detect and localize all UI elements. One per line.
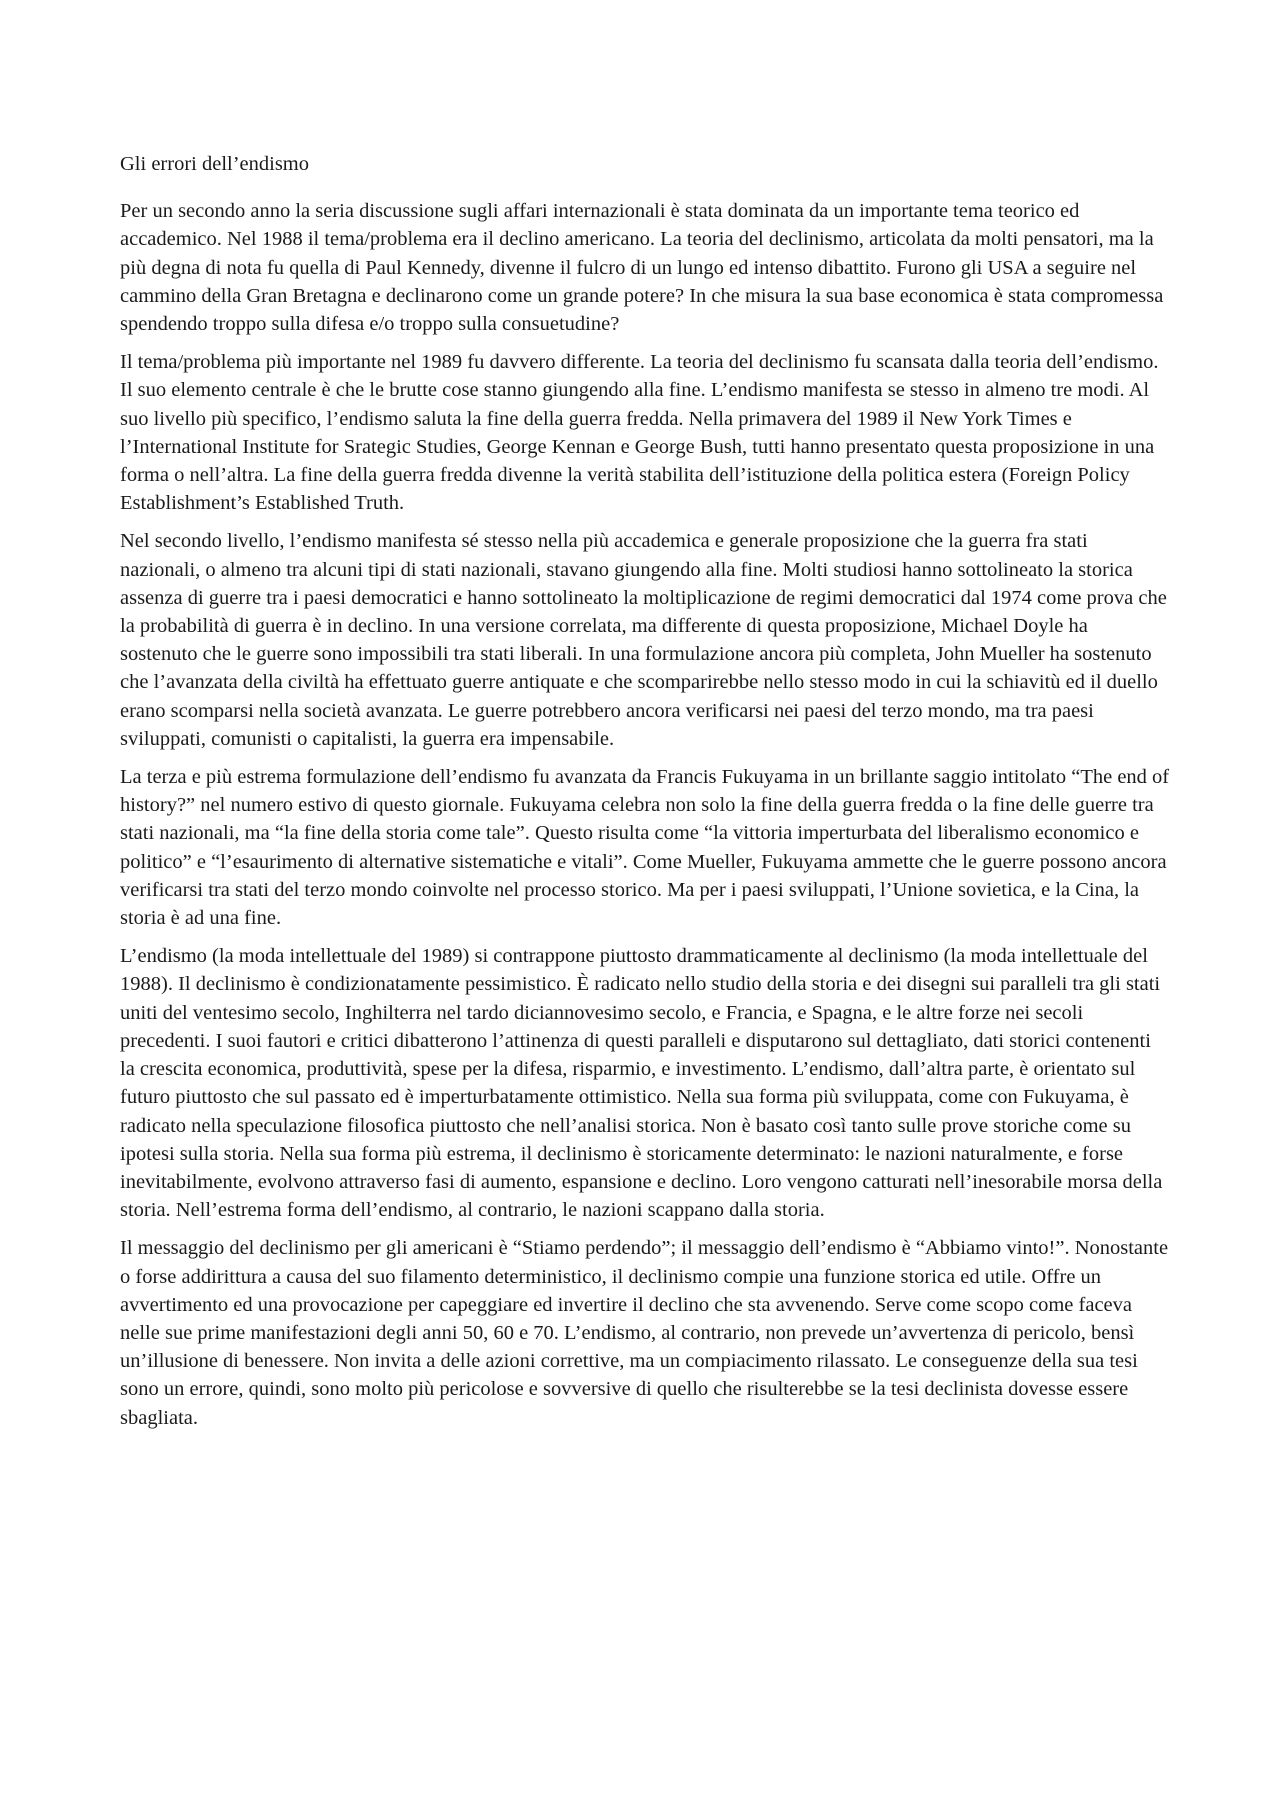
paragraph: Nel secondo livello, l’endismo manifesta sé stesso nella più accademica e generale proposizione che la guerra fra stati nazionali, o almeno tra alcuni tipi di stati nazionali, stavano giungendo alla fine. Molti studiosi hanno sottolineato la storica assenza di guerre tra i paesi democratici e hanno sottolineato la moltiplicazione de regimi democratici dal 1974 come prova che la probabilità di guerra è in declino. In una versione correlata, ma differente di questa proposizione, Michael Doyle ha sostenuto che le guerre sono impossibili tra stati liberali. In una formulazione ancora più completa, John Mueller ha sostenuto che l’avanzata della civiltà ha effettuato guerre antiquate e che scomparirebbe nello stesso modo in cui la schiavitù ed il duello erano scomparsi nella società avanzata. Le guerre potrebbero ancora verificarsi nei paesi del terzo mondo, ma tra paesi sviluppati, comunisti o capitalisti, la guerra era impensabile. (120, 530, 1167, 750)
document-page (120, 150, 1170, 1442)
paragraph: La terza e più estrema formulazione dell’endismo fu avanzata da Francis Fukuyama in un brillante saggio intitolato “The end of history?” nel numero estivo di questo giornale. Fukuyama celebra non solo la fine della guerra fredda o la fine delle guerre tra stati nazionali, ma “la fine della storia come tale”. Questo risulta come “la vittoria imperturbata del liberalismo economico e politico” e “l’esaurimento di alternative sistematiche e vitali”. Come Mueller, Fukuyama ammette che le guerre possono ancora verificarsi tra stati del terzo mondo coinvolte nel processo storico. Ma per i paesi sviluppati, l’Unione sovietica, e la Cina, la storia è ad una fine. (120, 766, 1170, 930)
document-title: Gli errori dell’endismo (120, 153, 310, 175)
paragraph: Per un secondo anno la seria discussione sugli affari internazionali è stata dominata da un importante tema teorico ed accademico. Nel 1988 il tema/problema era il declino americano. La teoria del declinismo, articolata da molti pensatori, ma la più degna di nota fu quella di Paul Kennedy, divenne il fulcro di un lungo ed intenso dibattito. Furono gli USA a seguire nel cammino della Gran Bretagna e declinarono come un grande potere? In che misura la sua base economica è stata compromessa spendendo troppo sulla difesa e/o troppo sulla consuetudine? (120, 200, 1164, 336)
paragraph: Il messaggio del declinismo per gli americani è “Stiamo perdendo”; il messaggio dell’endismo è “Abbiamo vinto!”. Nonostante o forse addirittura a causa del suo filamento deterministico, il declinismo compie una funzione storica ed utile. Offre un avvertimento ed una provocazione per capeggiare ed invertire il declino che sta avvenendo. Serve come scopo come faceva nelle sue prime manifestazioni degli anni 50, 60 e 70. L’endismo, al contrario, non prevede un’avvertenza di pericolo, bensì un’illusione di benessere. Non invita a delle azioni correttive, ma un compiacimento rilassato. Le conseguenze della sua tesi sono un errore, quindi, sono molto più pericolose e sovversive di quello che risulterebbe se la tesi declinista dovesse essere sbagliata. (120, 1237, 1169, 1429)
paragraph: Il tema/problema più importante nel 1989 fu davvero differente. La teoria del declinismo fu scansata dalla teoria dell’endismo. Il suo elemento centrale è che le brutte cose stanno giungendo alla fine. L’endismo manifesta se stesso in almeno tre modi. Al suo livello più specifico, l’endismo saluta la fine della guerra fredda. Nella primavera del 1989 il New York Times e l’International Institute for Srategic Studies, George Kennan e George Bush, tutti hanno presentato questa proposizione in una forma o nell’altra. La fine della guerra fredda divenne la verità stabilita dell’istituzione della politica estera (Foreign Policy Establishment’s Established Truth. (120, 351, 1159, 515)
paragraph: L’endismo (la moda intellettuale del 1989) si contrappone piuttosto drammaticamente al declinismo (la moda intellettuale del 1988). Il declinismo è condizionatamente pessimistico. È radicato nello studio della storia e dei disegni sui paralleli tra gli stati uniti del ventesimo secolo, Inghilterra nel tardo diciannovesimo secolo, e Francia, e Spagna, e le altre forze nei secoli precedenti. I suoi fautori e critici dibatterono l’attinenza di questi paralleli e disputarono sul dettagliato, dati storici contenenti la crescita economica, produttività, spese per la difesa, risparmio, e investimento. L’endismo, dall’altra parte, è orientato sul futuro piuttosto che sul passato ed è imperturbatamente ottimistico. Nella sua forma più sviluppata, come con Fukuyama, è radicato nella speculazione filosofica piuttosto che nell’analisi storica. Non è basato così tanto sulle prove storiche come su ipotesi sulla storia. Nella sua forma più estrema, il declinismo è storicamente determinato: le nazioni naturalmente, e forse inevitabilmente, evolvono attraverso fasi di aumento, espansione e declino. Loro vengono catturati nell’inesorabile morsa della storia. Nell’estrema forma dell’endismo, al contrario, le nazioni scappano dalla storia. (120, 945, 1163, 1222)
